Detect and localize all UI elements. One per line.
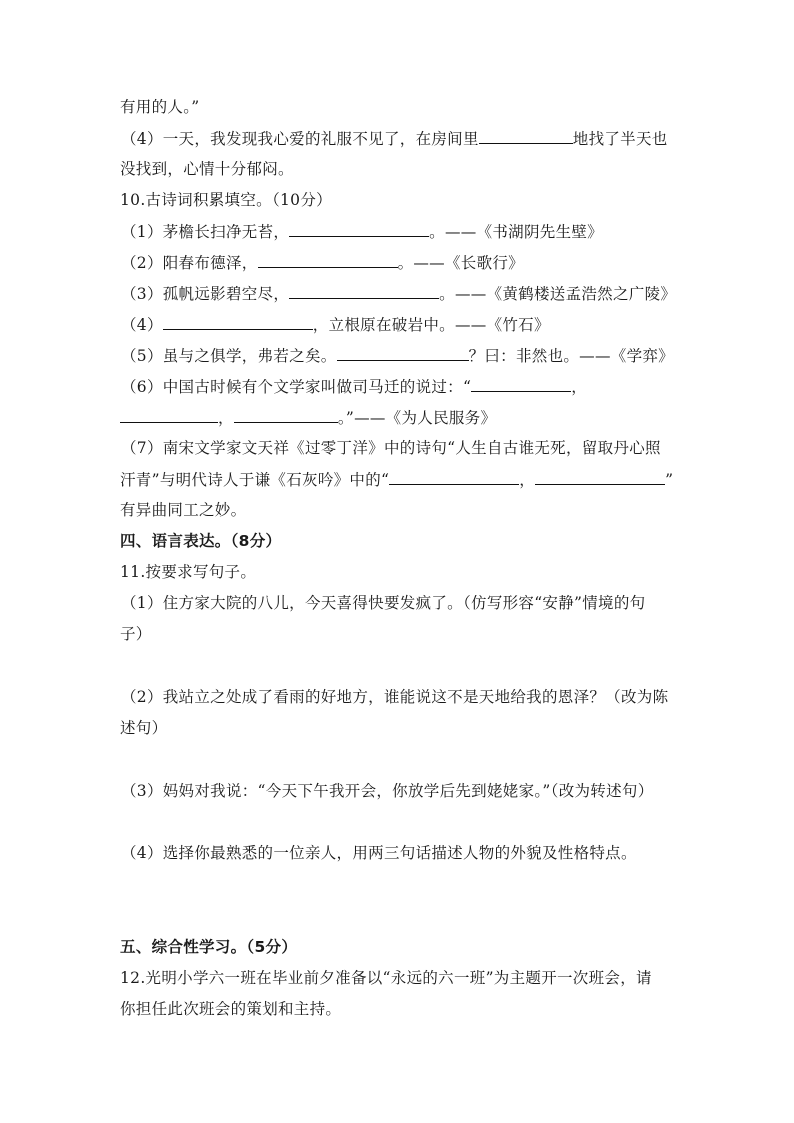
answer-blank[interactable] <box>479 128 573 144</box>
poem-item-1: （1）茅檐长扫净无苔， 。——《书湖阴先生壁》 <box>121 223 603 241</box>
answer-blank[interactable] <box>289 221 429 237</box>
question-11-title: 11.按要求写句子。 <box>120 563 257 581</box>
question-9-4: （4）一天，我发现我心爱的礼服不见了，在房间里 地找了半天也 <box>121 130 668 148</box>
answer-blank[interactable] <box>389 469 519 485</box>
poem-item-3: （3）孤帆远影碧空尽， 。——《黄鹤楼送孟浩然之广陵》 <box>121 285 677 303</box>
poem-item-6-cont: ， 。”——《为人民服务》 <box>120 407 496 428</box>
sentence-task-2-cont: 述句） <box>120 719 168 737</box>
poem-item-7: （7）南宋文学家文天祥《过零丁洋》中的诗句“人生自古谁无死，留取丹心照 <box>121 439 661 457</box>
poem-item-4: （4） ，立根原在破岩中。——《竹石》 <box>121 316 550 334</box>
section-4-heading: 四、语言表达。（8分） <box>120 532 282 550</box>
sentence-task-1-cont: 子） <box>120 625 152 643</box>
poem-item-7-end: 有异曲同工之妙。 <box>120 501 247 519</box>
line-continuation: 有用的人。” <box>120 98 200 116</box>
question-12-cont: 你担任此次班会的策划和主持。 <box>120 1000 342 1018</box>
answer-blank[interactable] <box>120 407 218 423</box>
question-10-title: 10.古诗词积累填空。（10分） <box>120 191 332 209</box>
poem-item-2: （2）阳春布德泽， 。——《长歌行》 <box>121 254 524 272</box>
answer-blank[interactable] <box>289 283 439 299</box>
sentence-task-3: （3）妈妈对我说：“今天下午我开会，你放学后先到姥姥家。”（改为转述句） <box>121 782 654 800</box>
sentence-task-1: （1）住方家大院的八儿，今天喜得快要发疯了。（仿写形容“安静”情境的句 <box>121 594 646 612</box>
answer-blank[interactable] <box>535 469 665 485</box>
poem-item-5: （5）虽与之俱学，弗若之矣。 ？曰：非然也。——《学弈》 <box>121 347 674 365</box>
section-5-heading: 五、综合性学习。（5分） <box>120 938 298 956</box>
question-12: 12.光明小学六一班在毕业前夕准备以“永远的六一班”为主题开一次班会，请 <box>120 969 652 987</box>
question-9-4-cont: 没找到，心情十分郁闷。 <box>120 160 294 178</box>
answer-blank[interactable] <box>163 314 313 330</box>
sentence-task-4: （4）选择你最熟悉的一位亲人，用两三句话描述人物的外貌及性格特点。 <box>121 844 637 862</box>
poem-item-6: （6）中国古时候有个文学家叫做司马迁的说过：“ ， <box>121 378 587 396</box>
answer-blank[interactable] <box>258 252 398 268</box>
sentence-task-2: （2）我站立之处成了看雨的好地方，谁能说这不是天地给我的恩泽？（改为陈 <box>121 688 669 706</box>
answer-blank[interactable] <box>337 345 469 361</box>
poem-item-7-cont: 汗青”与明代诗人于谦《石灰吟》中的“ ， ” <box>120 471 674 489</box>
answer-blank[interactable] <box>234 407 338 423</box>
answer-blank[interactable] <box>471 376 571 392</box>
